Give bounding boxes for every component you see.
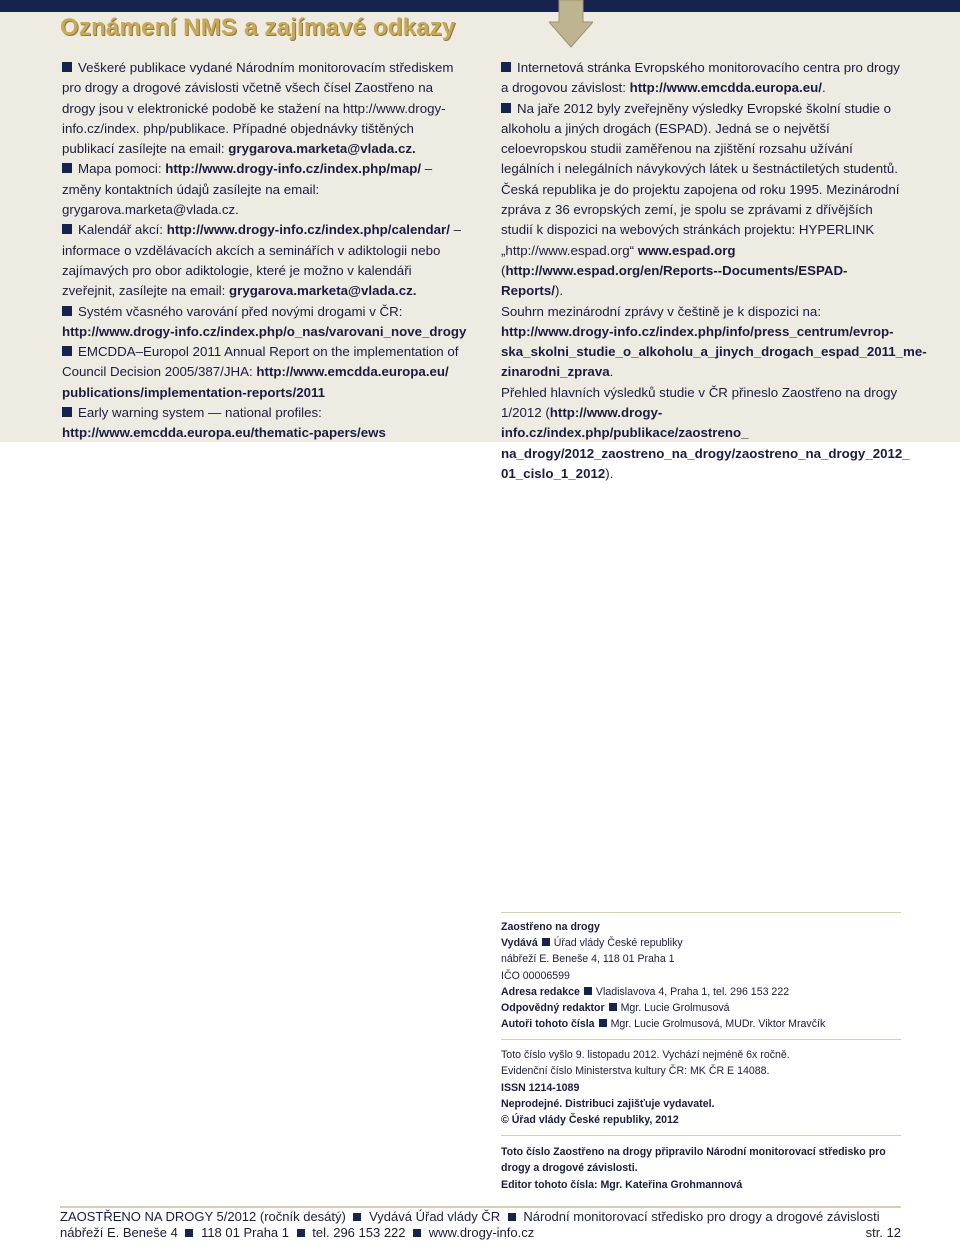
link-text[interactable]: http://www.emcdda.europa.eu/ publications/implementation-reports/2011: [62, 364, 449, 400]
square-bullet-icon: [297, 1229, 305, 1237]
bullet-item: [62, 159, 467, 220]
body-text: (: [501, 262, 506, 278]
registration-number: Evidenční číslo Ministerstva kultury ČR: MK ČR E 14088.: [501, 1065, 770, 1078]
bullet-item: [501, 58, 906, 99]
not-for-sale-note: Neprodejné. Distribuci zajišťuje vydavatel.: [501, 1097, 715, 1110]
right-column: [501, 58, 927, 484]
issue-editor: Editor tohoto čísla: Mgr. Kateřina Grohmannová: [501, 1178, 743, 1191]
body-text: Kalendář akcí:: [78, 222, 167, 238]
body-text: .: [609, 364, 614, 380]
square-bullet-icon: [501, 62, 511, 72]
square-bullet-icon: [508, 1213, 516, 1221]
link-text[interactable]: http://www.drogy-info.cz/index.php/calendar/: [166, 222, 450, 238]
square-bullet-icon: [62, 163, 72, 173]
footer-divider: [60, 1206, 901, 1208]
square-bullet-icon: [501, 103, 511, 113]
editor-value: Mgr. Lucie Grolmusová: [620, 1002, 730, 1015]
square-bullet-icon: [62, 306, 72, 316]
issn: ISSN 1214-1089: [501, 1081, 580, 1094]
imprint-divider: [501, 912, 901, 913]
body-text: ).: [605, 465, 614, 481]
square-bullet-icon: [584, 987, 592, 995]
link-text[interactable]: http://www.drogy-info.cz/index.php/o_nas/varovani_nove_drogy: [62, 323, 467, 339]
publication-info: [501, 1047, 901, 1128]
publisher-value: Úřad vlády České republiky: [553, 937, 683, 950]
square-bullet-icon: [599, 1019, 607, 1027]
copyright: © Úřad vlády České republiky, 2012: [501, 1114, 679, 1127]
square-bullet-icon: [609, 1003, 617, 1011]
editorial-value: Vladislavova 4, Praha 1, tel. 296 153 222: [595, 985, 790, 998]
footer-issue: ZAOSTŘENO NA DROGY 5/2012 (ročník desátý): [60, 1209, 346, 1224]
publisher-label: Vydává: [501, 937, 538, 950]
square-bullet-icon: [353, 1213, 361, 1221]
imprint-block: [501, 919, 901, 1032]
link-text[interactable]: www.espad.org: [637, 242, 736, 258]
paragraph: [501, 302, 927, 383]
paragraph: [501, 383, 910, 484]
link-text[interactable]: http://www.drogy-info.cz/index.php/map/: [165, 161, 422, 177]
square-bullet-icon: [62, 62, 72, 72]
square-bullet-icon: [413, 1229, 421, 1237]
body-text: Na jaře 2012 byly zveřejněny výsledky Evropské školní studie o alkoholu a jiných drogách (ESPAD). Jedná se o největší celoevropskou studii zaměřenou na zjištění rozsahu užívání legálních i nelegálních návykových látek u šestnáctiletých studentů. Česká republika je do projektu zapojena od roku 1995. Mezinárodní zpráva z 36 evropských zemí, je spolu se zprávami z dřívějších studií k dispozici na webových stránkách projektu: HYPERLINK „http://www.espad.org“: [501, 100, 900, 258]
editor-label: Odpovědný redaktor: [501, 1002, 605, 1015]
body-text: Systém včasného varování před novými drogami v ČR:: [78, 303, 403, 319]
body-text: Early warning system — national profiles:: [78, 405, 322, 421]
editorial-label: Adresa redakce: [501, 985, 580, 998]
square-bullet-icon: [62, 346, 72, 356]
prepared-by: Toto číslo Zaostřeno na drogy připravilo Národní monitorovací středisko pro drogy a drogové závislosti.: [501, 1146, 886, 1175]
square-bullet-icon: [62, 224, 72, 234]
square-bullet-icon: [542, 938, 550, 946]
body-text: – změny kontaktních údajů zasílejte na email: grygarova.marketa@vlada.cz.: [62, 161, 433, 218]
footer-street: nábřeží E. Beneše 4: [60, 1225, 178, 1240]
top-bar: [0, 0, 960, 12]
page-number: str. 12: [865, 1225, 901, 1240]
square-bullet-icon: [62, 407, 72, 417]
body-text: Internetová stránka Evropského monitorovacího centra pro drogy a drogovou závislost:: [501, 60, 900, 96]
body-text: – informace o vzdělávacích akcích a seminářích v adiktologii nebo zajímavých pro obor adiktologie, které je možno v kalendáři zveřejnit, zasílejte na email:: [62, 222, 461, 299]
link-text[interactable]: grygarova.marketa@vlada.cz.: [228, 141, 416, 157]
footer-city: 118 01 Praha 1: [201, 1225, 290, 1240]
left-column: [62, 58, 467, 444]
link-text[interactable]: http://www.emcdda.europa.eu/: [629, 80, 822, 96]
bullet-item: [62, 58, 467, 159]
body-text: Přehled hlavních výsledků studie v ČR přineslo Zaostřeno na drogy 1/2012 (: [501, 384, 898, 421]
link-text[interactable]: http://www.drogy-info.cz/index.php/publikace/zaostreno_ na_drogy/2012_zaostreno_na_drogy/zaostreno_na_drogy_2012_ 01_cislo_1_2012: [501, 405, 910, 481]
bullet-item: [62, 342, 467, 403]
body-text: Veškeré publikace vydané Národním monitorovacím střediskem pro drogy a drogové závislosti včetně všech čísel Zaostřeno na drogy jsou v elektronické podobě ke stažení na http://www.drogy-info.cz/index. php/publikace. Případné objednávky tištěných publikací zasílejte na email:: [62, 60, 454, 157]
link-text[interactable]: grygarova.marketa@vlada.cz.: [229, 283, 417, 299]
authors-label: Autoři tohoto čísla: [501, 1018, 595, 1031]
bullet-item: [62, 302, 467, 343]
prepared-by-info: [501, 1144, 901, 1193]
link-text[interactable]: http://www.drogy-info.cz/index.php/info/press_centrum/evrop-ska_skolni_studie_o_alkoholu_a_jinych_drogach_espad_2011_me-zinarodni_zprava: [501, 323, 927, 380]
body-text: ).: [554, 283, 564, 299]
publisher-address: nábřeží E. Beneše 4, 118 01 Praha 1: [501, 953, 675, 966]
square-bullet-icon: [185, 1229, 193, 1237]
body-text: Mapa pomoci:: [78, 161, 166, 177]
footer-phone: tel. 296 153 222: [312, 1225, 406, 1240]
bullet-item: [501, 99, 906, 302]
down-arrow-icon: [549, 0, 593, 48]
body-text: .: [821, 80, 826, 96]
footer-publisher: Vydává Úřad vlády ČR: [369, 1209, 501, 1224]
imprint-divider: [501, 1135, 901, 1136]
authors-value: Mgr. Lucie Grolmusová, MUDr. Viktor Mravčík: [610, 1018, 826, 1031]
footer-center: Národní monitorovací středisko pro drogy a drogové závislosti: [523, 1209, 880, 1224]
imprint-title: Zaostřeno na drogy: [501, 921, 600, 933]
publisher-ico: IČO 00006599: [501, 969, 570, 982]
link-text[interactable]: http://www.emcdda.europa.eu/thematic-papers/ews: [62, 425, 386, 441]
bullet-item: [62, 220, 467, 301]
link-text[interactable]: http://www.espad.org/en/Reports--Documents/ESPAD-Reports/: [501, 262, 848, 299]
imprint-divider: [501, 1039, 901, 1040]
bullet-item: [62, 403, 467, 444]
footer-website-link[interactable]: www.drogy-info.cz: [428, 1225, 535, 1240]
body-text: EMCDDA–Europol 2011 Annual Report on the implementation of Council Decision 2005/387/JHA:: [62, 344, 459, 380]
page-title: Oznámení NMS a zajímavé odkazy: [60, 14, 456, 41]
footer: [60, 1209, 901, 1241]
body-text: Souhrn mezinárodní zprávy v češtině je k dispozici na:: [501, 303, 822, 319]
issue-date: Toto číslo vyšlo 9. listopadu 2012. Vychází nejméně 6x ročně.: [501, 1049, 790, 1061]
